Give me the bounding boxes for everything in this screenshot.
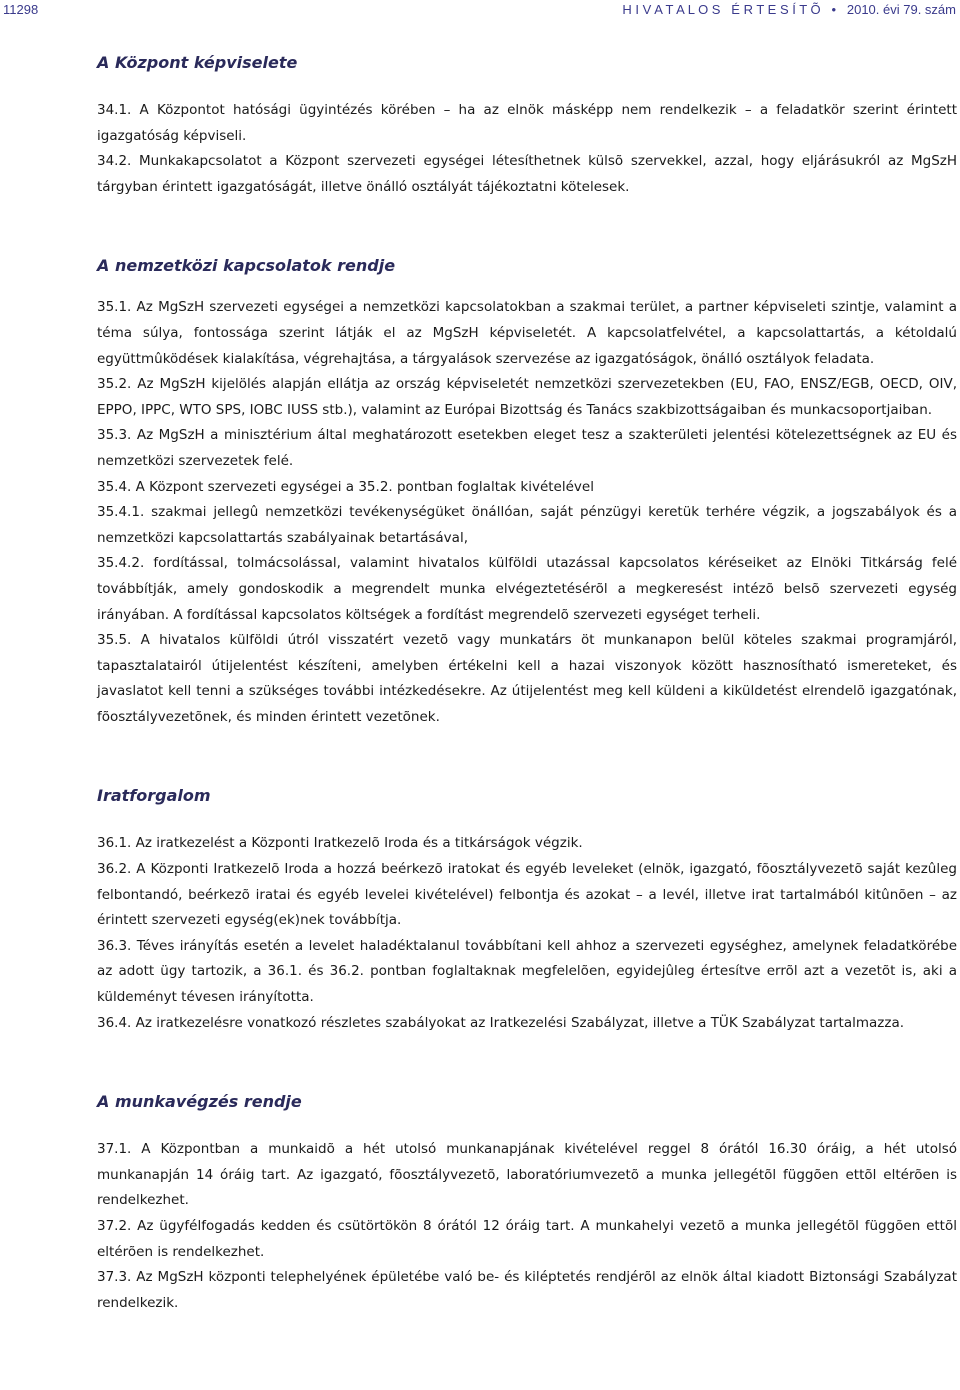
section-title-iratforgalom: Iratforgalom <box>97 786 211 806</box>
paragraph: 35.4. A Központ szervezeti egységei a 35.2. pontban foglaltak kivételével <box>97 478 594 495</box>
paragraph: 34.2. Munkakapcsolatot a Központ szervezeti egységei létesíthetnek külsõ szervekkel, azzal, hogy eljárásukról az MgSzH tárgyban érintett igazgatóságát, illetve önálló osztályát tájékoztatni kötelesek. <box>97 153 957 195</box>
paragraph: 36.3. Téves irányítás esetén a levelet haladéktalanul továbbítani kell ahhoz a szervezeti egységhez, amelynek feladatkörébe az adott ügy tartozik, a 36.1. és 36.2. pontban foglaltaknak megfelelõen, egyidejûleg értesítve errõl azt a vezetõt is, aki a küldeményt tévesen irányította. <box>97 937 957 1006</box>
paragraph: 35.4.2. fordítással, tolmácsolással, valamint hivatalos külföldi utazással kapcsolatos kéréseiket az Elnöki Titkárság felé továbbítják, amely gondoskodik a megrendelt munka elvégeztetésérõl a megkeresést intézõ belsõ szervezeti egység irányában. A fordítással kapcsolatos költségek a fordítást megrendelõ szervezeti egységet terheli. <box>97 555 957 623</box>
paragraph: 35.2. Az MgSzH kijelölés alapján ellátja az ország képviseletét nemzetközi szervezetekben (EU, FAO, ENSZ/EGB, OECD, OIV, EPPO, IPPC, WTO SPS, IOBC IUSS stb.), valamint az Európai Bizottság és Tanács szakbizottságaiban és munkacsoportjaiban. <box>97 376 957 418</box>
paragraph: 36.2. A Központi Iratkezelõ Iroda a hozzá beérkezõ iratokat és egyéb leveleket (elnök, igazgató, fõosztályvezetõ saját kezûleg felbontandó, beérkezõ iratai és egyéb levelei kivételével) felbontja és azokat – a levél, illetve irat tartalmából kitûnõen – az érintett szervezeti egység(ek)nek továbbítja. <box>97 861 957 929</box>
paragraph: 35.3. Az MgSzH a minisztérium által meghatározott esetekben eleget tesz a szakterületi jelentési kötelezettségnek az EU és nemzetközi szervezetek felé. <box>97 427 957 469</box>
paragraph: 36.4. Az iratkezelésre vonatkozó részletes szabályokat az Iratkezelési Szabályzat, illetve a TÜK Szabályzat tartalmazza. <box>97 1014 905 1031</box>
section-title-kozpont-kepviselete: A Központ képviselete <box>97 53 298 72</box>
paragraph: 35.4.1. szakmai jellegû nemzetközi tevékenységüket önállóan, saját pénzügyi keretük terhére végzik, a jogszabályok és a nemzetközi kapcsolattartás szabályainak betartásával, <box>97 504 957 546</box>
paragraph: 36.1. Az iratkezelést a Központi Iratkezelõ Iroda és a titkárságok végzik. <box>97 835 583 852</box>
paragraph: 37.1. A Központban a munkaidõ a hét utolsó munkanapjának kivételével reggel 8 órától 16.30 óráig, a hét utolsó munkanapján 14 óráig tart. Az igazgató, fõosztályvezetõ, laboratóriumvezetõ a munka jellegétõl függõen ettõl eltérõen is rendelkezhet. <box>97 1141 957 1209</box>
section-title-nemzetkozi-kapcsolatok: A nemzetközi kapcsolatok rendje <box>97 256 396 276</box>
page-number: 11298 <box>3 2 39 17</box>
section-title-munkavegzes-rendje: A munkavégzés rendje <box>97 1092 302 1112</box>
paragraph: 37.2. Az ügyfélfogadás kedden és csütörtökön 8 órától 12 óráig tart. A munkahelyi vezetõ a munka jellegétõl függõen ettõl eltérõen is rendelkezhet. <box>97 1218 957 1260</box>
paragraph: 34.1. A Központot hatósági ügyintézés körében – ha az elnök másképp nem rendelkezik – a feladatkör szerint érintett igazgatóság képviseli. <box>97 102 957 144</box>
page-header <box>0 0 960 22</box>
paragraph: 37.3. Az MgSzH központi telephelyének épületébe való be- és kiléptetés rendjérõl az elnök által kiadott Biztonsági Szabályzat rendelkezik. <box>97 1269 957 1311</box>
paragraph: 35.5. A hivatalos külföldi útról visszatért vezetõ vagy munkatárs öt munkanapon belül köteles szakmai programjáról, tapasztalatairól útijelentést készíteni, amelyben értékelni kell a hazai viszonyok között hasznosítható ismereteket, és javaslatot kell tenni a szükséges további intézkedésekre. Az útijelentést meg kell küldeni a kiküldetést elrendelõ igazgatónak, fõosztályvezetõnek, és minden érintett vezetõnek. <box>97 632 957 725</box>
journal-title: H I V A T A L O S É R T E S Í T Õ • 2010. évi 79. szám <box>622 2 956 17</box>
document-body <box>97 52 957 1316</box>
paragraph: 35.1. Az MgSzH szervezeti egységei a nemzetközi kapcsolatokban a szakmai terület, a partner képviseleti szintje, valamint a téma súlya, fontossága szerint látják el az MgSzH képviseletét. A kapcsolatfelvétel, a kapcsolattartás, a kétoldalú együttmûködések kialakítása, végrehajtása, a tárgyalások szervezése az igazgatóságok, önálló osztályok feladata. <box>97 299 957 367</box>
